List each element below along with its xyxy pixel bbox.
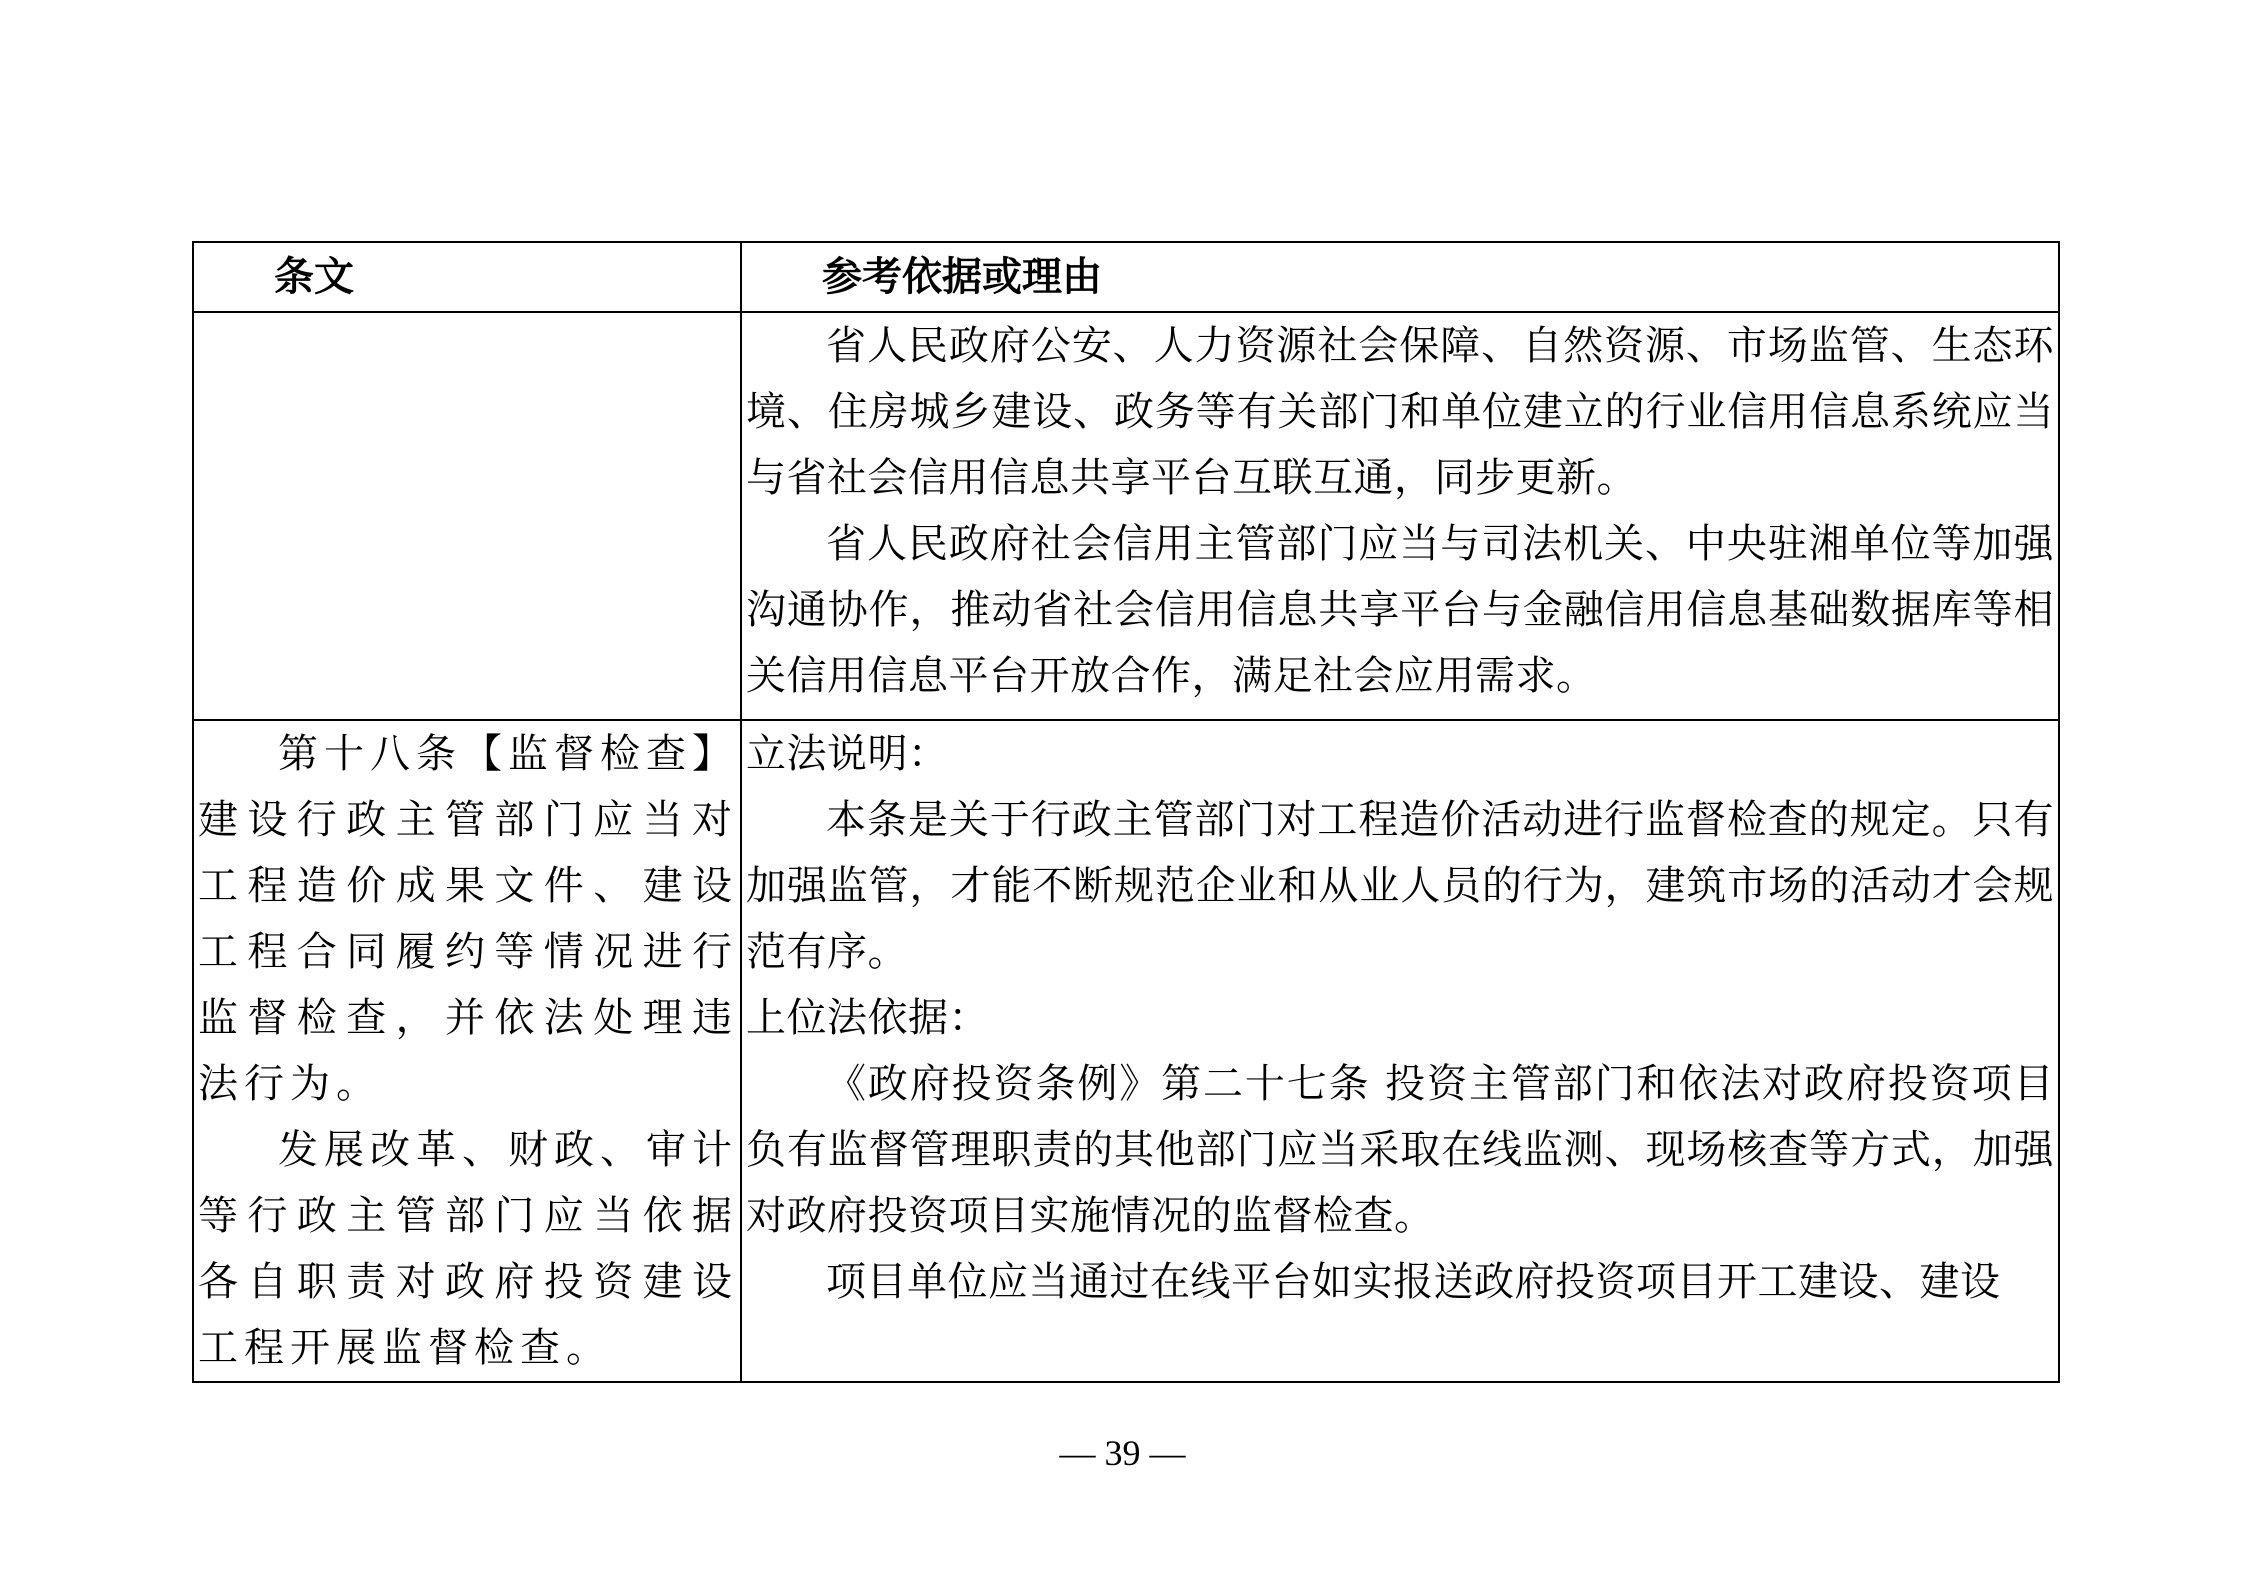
row1-left-cell [193, 312, 741, 720]
article-18-text: 第十八条【监督检查】建设行政主管部门应当对工程造价成果文件、建设工程合同履约等情况进行监督检查，并依法处理违法行为。 [198, 731, 738, 1107]
table-row [193, 312, 2059, 720]
table-row [193, 720, 2059, 1382]
article-18-paragraph-2: 发展改革、财政、审计等行政主管部门应当依据各自职责对政府投资建设工程开展监督检查。 [198, 1127, 738, 1371]
table-header-row [193, 242, 2059, 312]
superior-law-text: 《政府投资条例》第二十七条 投资主管部门和依法对政府投资项目负有监督管理职责的其他部门应当采取在线监测、现场核查等方式，加强对政府投资项目实施情况的监督检查。 [746, 1061, 2054, 1239]
legislative-note-text: 本条是关于行政主管部门对工程造价活动进行监督检查的规定。只有加强监管，才能不断规范企业和从业人员的行为，建筑市场的活动才会规范有序。 [746, 797, 2054, 975]
paragraph: 省人民政府公安、人力资源社会保障、自然资源、市场监管、生态环境、住房城乡建设、政务等有关部门和单位建立的行业信用信息系统应当与省社会信用信息共享平台互联互通，同步更新。 [746, 323, 2054, 501]
paragraph: 省人民政府社会信用主管部门应当与司法机关、中央驻湘单位等加强沟通协作，推动省社会信用信息共享平台与金融信用信息基础数据库等相关信用信息平台开放合作，满足社会应用需求。 [746, 521, 2054, 699]
page-number: — 39 — [1059, 1433, 1186, 1473]
row2-left-cell [193, 720, 741, 1382]
header-basis: 参考依据或理由 [741, 242, 2059, 312]
provisions-table [192, 241, 2060, 1383]
legislative-note-label: 立法说明： [746, 731, 949, 777]
row1-right-cell [741, 312, 2059, 720]
superior-law-text-continued: 项目单位应当通过在线平台如实报送政府投资项目开工建设、建设 [826, 1259, 2001, 1305]
superior-law-label: 上位法依据： [746, 995, 989, 1041]
row2-right-cell [741, 720, 2059, 1382]
header-provision: 条文 [193, 242, 741, 312]
